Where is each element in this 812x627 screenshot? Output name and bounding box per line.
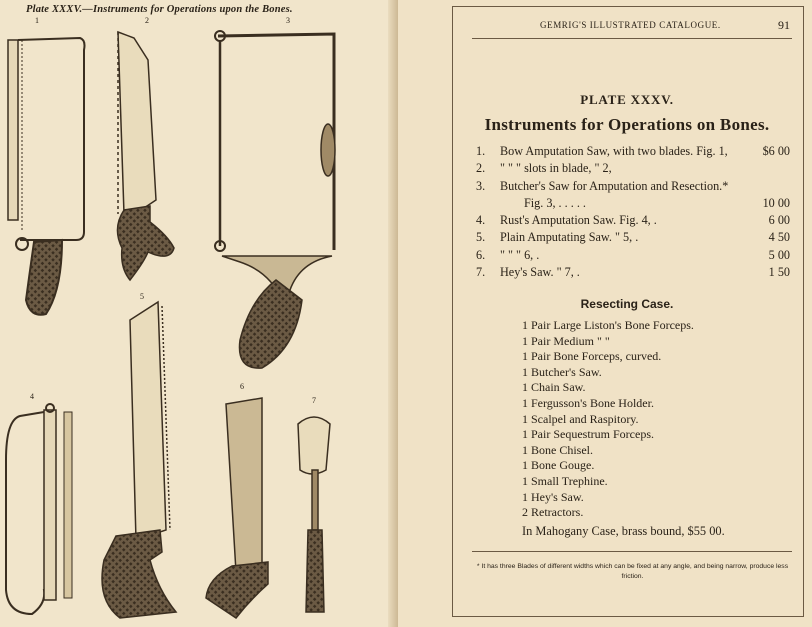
plate-title: PLATE XXXV. [580, 92, 674, 107]
bow-saw-figure [8, 38, 85, 315]
item-description: " " " slots in blade, " 2, [500, 161, 612, 176]
item-number: 7. [476, 265, 486, 280]
list-item [472, 196, 802, 213]
figure-label: 5 [140, 292, 144, 301]
page-number: 91 [778, 18, 790, 32]
item-price: 6 00 [768, 213, 790, 228]
figure-label: 3 [286, 16, 290, 25]
case-price: In Mahogany Case, brass bound, $55 00. [522, 524, 725, 538]
case-item: 1 Fergusson's Bone Holder. [522, 395, 654, 410]
figure-label: 6 [240, 382, 244, 391]
item-description: Bow Amputation Saw, with two blades. Fig. 1, [500, 144, 728, 158]
figure-label: 2 [145, 16, 149, 25]
figure-label: 4 [30, 392, 34, 401]
item-description: Plain Amputating Saw. " 5, . [500, 230, 639, 245]
list-item [472, 179, 802, 196]
item-price: 1 50 [768, 265, 790, 280]
list-item [472, 248, 802, 265]
resecting-case-heading: Resecting Case. [580, 297, 674, 311]
item-number: 5. [476, 230, 486, 245]
item-price: 4 50 [768, 230, 790, 245]
illustration-page [0, 0, 398, 627]
figure-label: 1 [35, 16, 39, 25]
item-description: Rust's Amputation Saw. Fig. 4, . [500, 213, 657, 228]
frame-saw-figure [215, 31, 335, 368]
case-item: 1 Bone Chisel. [522, 442, 593, 457]
catalogue-name: GEMRIG'S ILLUSTRATED CATALOGUE. [540, 20, 721, 30]
running-header [452, 18, 802, 32]
case-item: 1 Butcher's Saw. [522, 364, 602, 379]
case-item: 1 Pair Medium " " [522, 333, 610, 348]
list-item [472, 161, 802, 178]
header-rule [472, 38, 792, 39]
case-item: 1 Chain Saw. [522, 380, 586, 395]
plate-caption: Plate XXXV.—Instruments for Operations upon the Bones. [26, 4, 293, 15]
item-number: 1. [476, 144, 486, 158]
case-item: 1 Pair Large Liston's Bone Forceps. [522, 318, 694, 332]
footnote-rule [472, 551, 792, 552]
list-item [472, 144, 802, 161]
list-item [472, 265, 802, 282]
case-item: 1 Bone Gouge. [522, 458, 595, 473]
item-number: 2. [476, 161, 486, 176]
case-item: 1 Scalpel and Raspitory. [522, 411, 639, 426]
saw-illustrations [0, 0, 398, 627]
case-item: 1 Small Trephine. [522, 473, 608, 488]
butcher-saw-figure [117, 32, 174, 280]
item-description: Hey's Saw. " 7, . [500, 265, 580, 280]
item-number: 4. [476, 213, 486, 228]
plain-saw-figure [206, 398, 268, 618]
list-item [472, 213, 802, 230]
section-heading: Instruments for Operations on Bones. [484, 115, 770, 134]
item-description: Fig. 3, . . . . . [524, 195, 586, 210]
item-price: 10 00 [762, 195, 790, 210]
item-description: Butcher's Saw for Amputation and Resection.* [500, 178, 729, 193]
figure-label: 7 [312, 396, 316, 405]
item-number: 6. [476, 247, 486, 262]
amputating-saw-figure [102, 302, 176, 618]
heys-saw-figure [298, 417, 330, 612]
item-number: 3. [476, 178, 486, 193]
case-contents [522, 318, 694, 521]
case-item: 1 Pair Bone Forceps, curved. [522, 349, 662, 364]
case-item: 1 Pair Sequestrum Forceps. [522, 427, 654, 442]
footnote: * It has three Blades of different widths which can be fixed at any angle, and being narrow, produce less friction. [476, 563, 789, 580]
item-description: " " " 6, . [500, 247, 540, 262]
item-price: $6 00 [762, 144, 790, 158]
case-item: 2 Retractors. [522, 505, 584, 520]
price-list [472, 144, 802, 282]
case-item: 1 Hey's Saw. [522, 489, 584, 504]
item-price: 5 00 [768, 247, 790, 262]
list-item [472, 230, 802, 247]
rust-saw-figure [6, 404, 72, 614]
